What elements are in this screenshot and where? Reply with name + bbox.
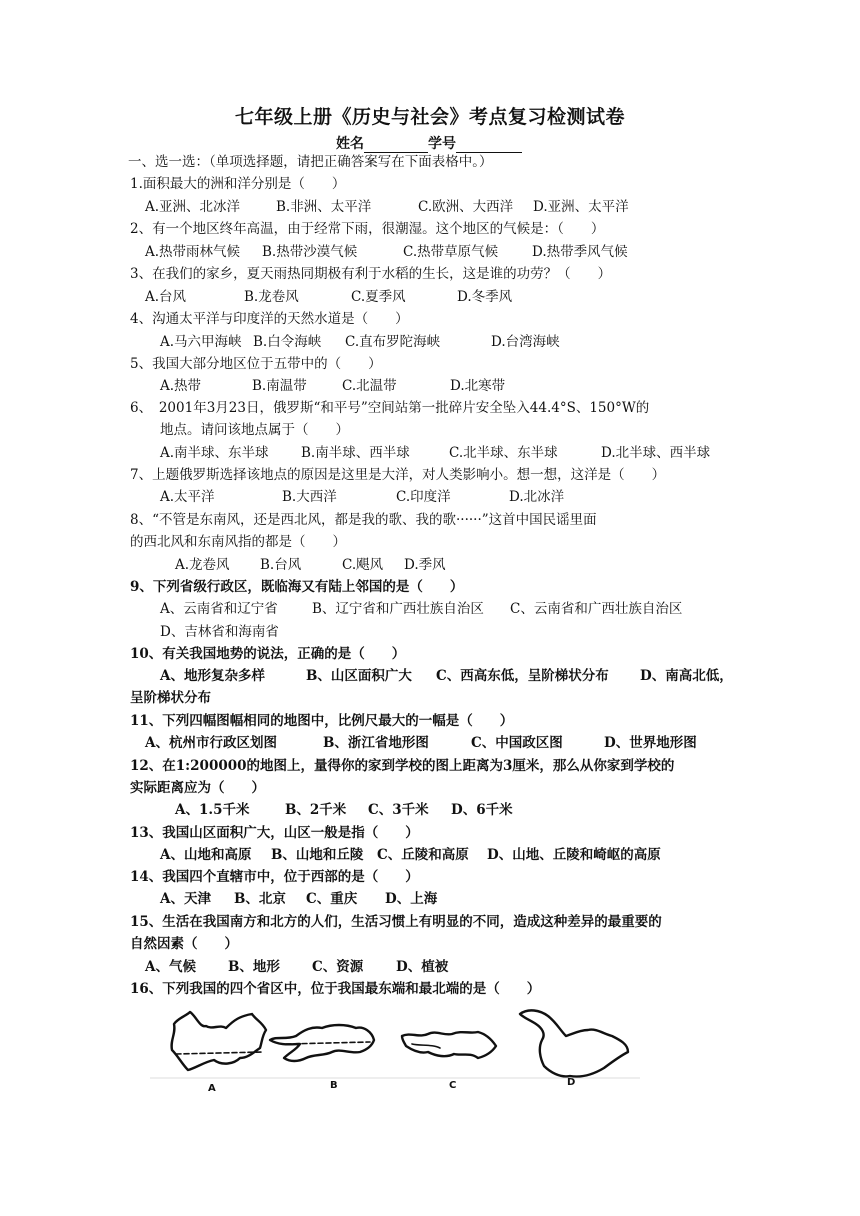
q14-option-c[interactable]: C、重庆	[306, 891, 358, 907]
question-15: 15、生活在我国南方和北方的人们，生活习惯上有明显的不同，造成这种差异的最重要的	[130, 914, 662, 930]
q5-option-b[interactable]: B.南温带	[252, 378, 307, 394]
q6-option-a[interactable]: A.南半球、东半球	[160, 445, 269, 461]
q13-option-d[interactable]: D、山地、丘陵和崎岖的高原	[487, 847, 661, 863]
map-label-a[interactable]: A	[208, 1083, 216, 1094]
q12-option-c[interactable]: C、3千米	[368, 802, 429, 818]
q8-option-a[interactable]: A.龙卷风	[175, 557, 230, 573]
q10-option-b[interactable]: B、山区面积广大	[306, 668, 412, 684]
q13-option-c[interactable]: C、丘陵和高原	[377, 847, 469, 863]
q7-option-c[interactable]: C.印度洋	[396, 489, 451, 505]
map-label-d[interactable]: D	[567, 1077, 576, 1088]
q13-option-a[interactable]: A、山地和高原	[160, 847, 252, 863]
question-4: 4、沟通太平洋与印度洋的天然水道是（ ）	[130, 311, 409, 327]
q12-option-a[interactable]: A、1.5千米	[175, 802, 250, 818]
q1-option-d[interactable]: D.亚洲、太平洋	[533, 199, 629, 215]
question-13: 13、我国山区面积广大，山区一般是指（ ）	[130, 825, 419, 841]
q12-option-b[interactable]: B、2千米	[285, 802, 347, 818]
map-a-outline	[172, 1012, 266, 1070]
q3-option-d[interactable]: D.冬季风	[457, 289, 513, 305]
q8-option-c[interactable]: C.飓风	[342, 557, 384, 573]
question-2: 2、有一个地区终年高温，由于经常下雨，很潮湿。这个地区的气候是：（ ）	[130, 221, 605, 237]
map-b-outline	[270, 1025, 374, 1061]
q9-option-c[interactable]: C、云南省和广西壮族自治区	[510, 601, 683, 617]
q10-option-c[interactable]: C、西高东低，呈阶梯状分布	[436, 668, 609, 684]
map-c-inner	[412, 1044, 440, 1048]
question-14: 14、我国四个直辖市中，位于西部的是（ ）	[130, 869, 419, 885]
name-blank[interactable]	[364, 138, 428, 153]
map-c-outline	[402, 1032, 496, 1058]
q6-option-c[interactable]: C.北半球、东半球	[449, 445, 558, 461]
name-label: 姓名	[336, 136, 364, 152]
q10-option-d[interactable]: D、南高北低，	[640, 668, 733, 684]
q1-option-c[interactable]: C.欧洲、大西洋	[418, 199, 514, 215]
q4-option-b[interactable]: B.白令海峡	[253, 334, 322, 350]
map-label-b[interactable]: B	[330, 1080, 338, 1091]
q9-option-d[interactable]: D、吉林省和海南省	[160, 624, 279, 640]
question-3: 3、在我们的家乡，夏天雨热同期极有利于水稻的生长，这是谁的功劳？（ ）	[130, 266, 612, 282]
q9-option-b[interactable]: B、辽宁省和广西壮族自治区	[312, 601, 484, 617]
map-b-line	[286, 1042, 370, 1044]
question-1: 1.面积最大的洲和洋分别是（ ）	[130, 176, 346, 192]
q13-option-b[interactable]: B、山地和丘陵	[271, 847, 364, 863]
q10-option-a[interactable]: A、地形复杂多样	[160, 668, 265, 684]
q2-option-c[interactable]: C.热带草原气候	[403, 244, 499, 260]
q10-option-d-cont: 呈阶梯状分布	[130, 690, 211, 706]
question-16: 16、下列我国的四个省区中，位于我国最东端和最北端的是（ ）	[130, 981, 541, 997]
q5-option-d[interactable]: D.北寒带	[450, 378, 506, 394]
map-label-c[interactable]: C	[449, 1080, 457, 1091]
q14-option-a[interactable]: A、天津	[160, 891, 211, 907]
q5-option-a[interactable]: A.热带	[160, 378, 202, 394]
q4-option-d[interactable]: D.台湾海峡	[491, 334, 560, 350]
q3-option-a[interactable]: A.台风	[145, 289, 187, 305]
question-15-cont: 自然因素（ ）	[130, 936, 238, 952]
q6-option-b[interactable]: B.南半球、西半球	[301, 445, 410, 461]
q11-option-c[interactable]: C、中国政区图	[471, 735, 563, 751]
q15-option-b[interactable]: B、地形	[228, 959, 280, 975]
question-5: 5、我国大部分地区位于五带中的（ ）	[130, 356, 382, 372]
question-6: 6、 2001年3月23日，俄罗斯“和平号”空间站第一批碎片安全坠入44.4°S、150°W的	[130, 400, 650, 416]
question-6-cont: 地点。请问该地点属于（ ）	[160, 422, 349, 438]
map-d-outline	[520, 1010, 628, 1076]
map-a-line	[176, 1052, 262, 1054]
q1-option-a[interactable]: A.亚洲、北冰洋	[145, 199, 241, 215]
q7-option-a[interactable]: A.太平洋	[160, 489, 215, 505]
q14-option-d[interactable]: D、上海	[385, 891, 438, 907]
q7-option-b[interactable]: B.大西洋	[282, 489, 337, 505]
question-10: 10、有关我国地势的说法，正确的是（ ）	[130, 646, 406, 662]
q8-option-d[interactable]: D.季风	[404, 557, 446, 573]
q4-option-a[interactable]: A.马六甲海峡	[160, 334, 242, 350]
q6-option-d[interactable]: D.北半球、西半球	[601, 445, 711, 461]
question-11: 11、下列四幅图幅相同的地图中，比例尺最大的一幅是（ ）	[130, 713, 514, 729]
q15-option-d[interactable]: D、植被	[396, 959, 449, 975]
q2-option-b[interactable]: B.热带沙漠气候	[262, 244, 358, 260]
q3-option-c[interactable]: C.夏季风	[351, 289, 406, 305]
question-8: 8、“不管是东南风，还是西北风，都是我的歌、我的歌······”这首中国民谣里面	[130, 512, 597, 528]
q7-option-d[interactable]: D.北冰洋	[509, 489, 565, 505]
q4-option-c[interactable]: C.直布罗陀海峡	[345, 334, 441, 350]
q5-option-c[interactable]: C.北温带	[342, 378, 397, 394]
section-heading: 一、选一选：（单项选择题，请把正确答案写在下面表格中。）	[128, 154, 493, 170]
q9-option-a[interactable]: A、云南省和辽宁省	[160, 601, 278, 617]
number-blank[interactable]	[456, 138, 522, 153]
exam-title: 七年级上册《历史与社会》考点复习检测试卷	[234, 106, 625, 128]
q1-option-b[interactable]: B.非洲、太平洋	[276, 199, 372, 215]
question-12-cont: 实际距离应为（ ）	[130, 780, 265, 796]
question-12: 12、在1:200000的地图上，量得你的家到学校的图上距离为3厘米，那么从你家到学校的	[130, 758, 675, 774]
question-8-cont: 的西北风和东南风指的都是（ ）	[130, 534, 346, 550]
q3-option-b[interactable]: B.龙卷风	[244, 289, 299, 305]
q15-option-a[interactable]: A、气候	[145, 959, 196, 975]
q11-option-d[interactable]: D、世界地形图	[604, 735, 697, 751]
q14-option-b[interactable]: B、北京	[234, 891, 286, 907]
q2-option-a[interactable]: A.热带雨林气候	[145, 244, 241, 260]
q11-option-a[interactable]: A、杭州市行政区划图	[145, 735, 277, 751]
question-7: 7、上题俄罗斯选择该地点的原因是这里是大洋，对人类影响小。想一想，这洋是（ ）	[130, 467, 666, 483]
q12-option-d[interactable]: D、6千米	[451, 802, 513, 818]
student-info-line	[336, 133, 522, 153]
question-9: 9、下列省级行政区，既临海又有陆上邻国的是（ ）	[130, 579, 464, 595]
q11-option-b[interactable]: B、浙江省地形图	[323, 735, 429, 751]
q2-option-d[interactable]: D.热带季风气候	[532, 244, 628, 260]
number-label: 学号	[428, 136, 456, 152]
q8-option-b[interactable]: B.台风	[260, 557, 302, 573]
q15-option-c[interactable]: C、资源	[312, 959, 364, 975]
